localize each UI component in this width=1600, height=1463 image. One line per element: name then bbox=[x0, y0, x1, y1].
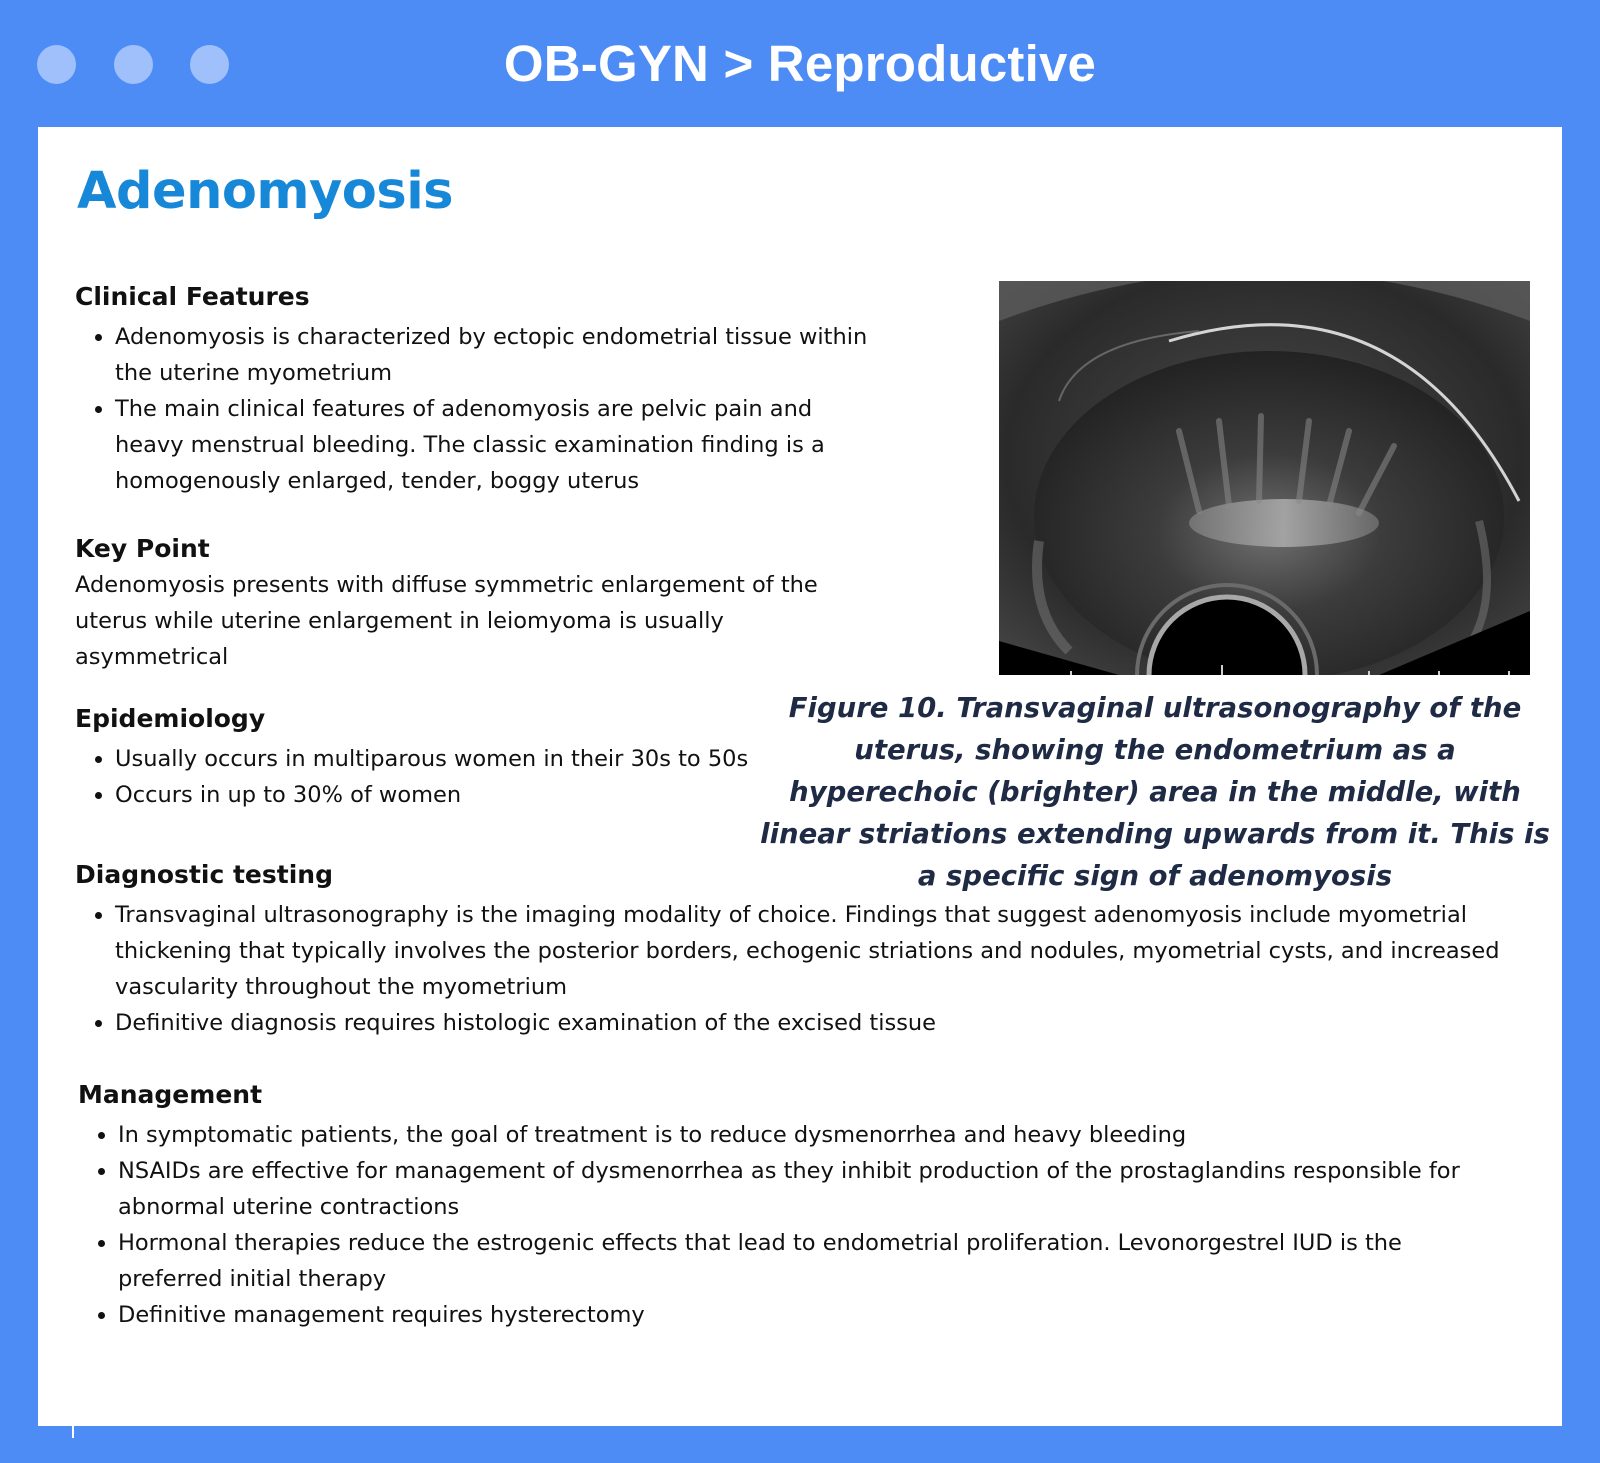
epidemiology-section bbox=[75, 701, 775, 813]
key-point-text: Adenomyosis presents with diffuse symmetric enlargement of the uterus while uterine enlargement in leiomyoma is usually asymmetrical bbox=[75, 572, 818, 670]
content-panel bbox=[38, 127, 1562, 1426]
section-heading: Key Point bbox=[75, 534, 210, 563]
window-title: OB-GYN > Reproductive bbox=[503, 35, 1097, 92]
bullet-list bbox=[75, 741, 775, 813]
list-item: Usually occurs in multiparous women in their 30s to 50s bbox=[115, 741, 775, 777]
section-heading: Diagnostic testing bbox=[75, 860, 333, 889]
window-title-bar bbox=[0, 0, 1600, 127]
list-item: In symptomatic patients, the goal of treatment is to reduce dysmenorrhea and heavy bleeding bbox=[118, 1117, 1508, 1153]
list-item: Hormonal therapies reduce the estrogenic effects that lead to endometrial proliferation. Levonorgestrel IUD is the preferred initial therapy bbox=[118, 1225, 1508, 1297]
section-heading: Clinical Features bbox=[75, 282, 310, 311]
list-item: Definitive management requires hysterectomy bbox=[118, 1297, 1508, 1333]
key-point-section bbox=[75, 531, 835, 675]
list-item: Adenomyosis is characterized by ectopic endometrial tissue within the uterine myometrium bbox=[115, 319, 875, 391]
management-section bbox=[78, 1077, 1508, 1333]
list-item: NSAIDs are effective for management of dysmenorrhea as they inhibit production of the prostaglandins responsible for abnormal uterine contractions bbox=[118, 1153, 1508, 1225]
bullet-list bbox=[75, 319, 875, 499]
clinical-features-section bbox=[75, 279, 875, 499]
ultrasound-image bbox=[999, 281, 1530, 675]
figure-caption: Figure 10. Transvaginal ultrasonography of the uterus, showing the endometrium as a hyperechoic (brighter) area in the middle, with linear striations extending upwards from it. This is a specific sign of adenomyosis bbox=[760, 692, 1550, 892]
list-item: Occurs in up to 30% of women bbox=[115, 777, 775, 813]
section-heading: Epidemiology bbox=[75, 704, 266, 733]
bullet-list bbox=[75, 897, 1505, 1041]
bullet-list bbox=[78, 1117, 1508, 1333]
list-item: Transvaginal ultrasonography is the imaging modality of choice. Findings that suggest adenomyosis include myometrial thickening that typically involves the posterior borders, echogenic striations and nodules, myometrial cysts, and increased vascularity throughout the myometrium bbox=[115, 897, 1505, 1005]
list-item: The main clinical features of adenomyosis are pelvic pain and heavy menstrual bleeding. The classic examination finding is a homogenously enlarged, tender, boggy uterus bbox=[115, 391, 875, 499]
text-cursor bbox=[72, 1424, 74, 1438]
page-title: Adenomyosis bbox=[77, 162, 454, 221]
section-heading: Management bbox=[78, 1080, 263, 1109]
list-item: Definitive diagnosis requires histologic examination of the excised tissue bbox=[115, 1005, 1505, 1041]
